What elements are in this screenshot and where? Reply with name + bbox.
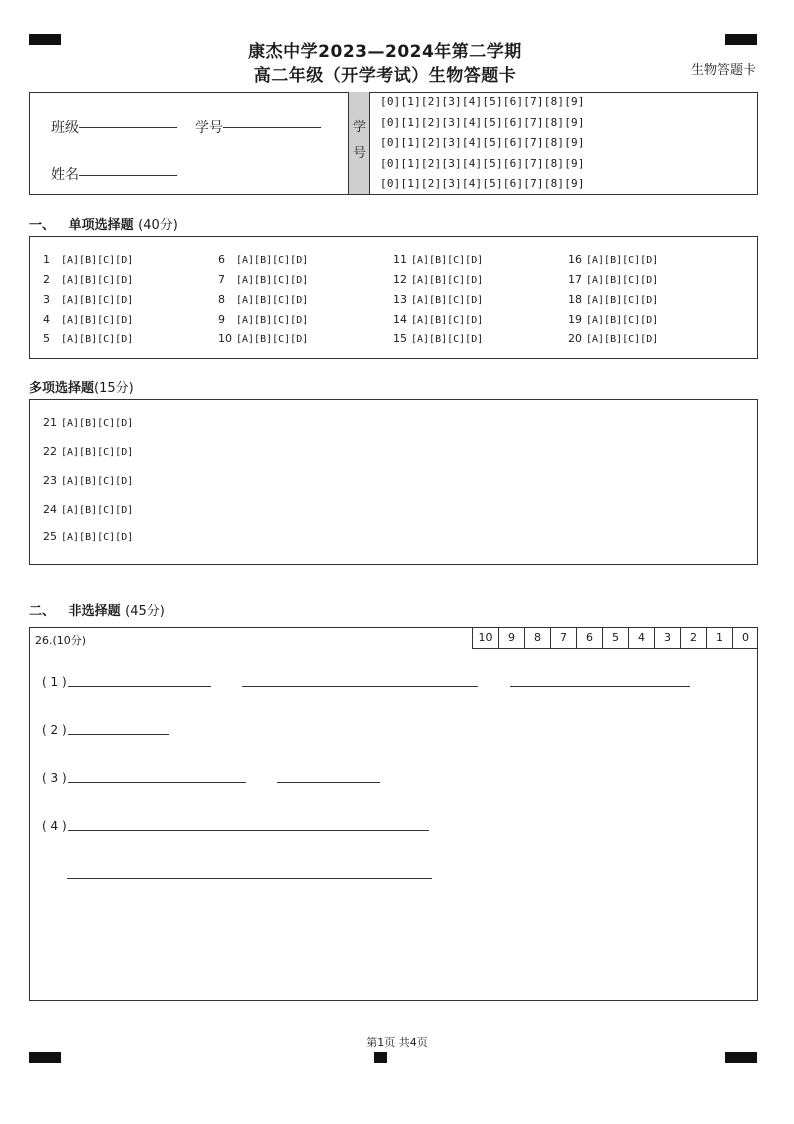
question-number: 9	[218, 313, 225, 326]
question-number: 7	[218, 273, 225, 286]
score-box[interactable]: 5	[602, 628, 628, 649]
id-digit-row[interactable]: [0][1][2][3][4][5][6][7][8][9]	[380, 157, 585, 170]
section3-title: 非选择题	[68, 604, 121, 619]
question-row[interactable]	[43, 332, 133, 345]
answer-options[interactable]: [A][B][C][D]	[61, 295, 134, 306]
section-non-choice-heading	[29, 600, 165, 619]
answer-options[interactable]: [A][B][C][D]	[61, 532, 134, 543]
question-number: 6	[218, 253, 225, 266]
score-box[interactable]: 4	[628, 628, 654, 649]
question-number: 11	[393, 253, 407, 266]
question-number: 13	[393, 293, 407, 306]
section2-title: 多项选择题	[29, 381, 95, 396]
part-3-label: ( 3 )	[42, 771, 67, 785]
section1-score: (40分)	[138, 218, 178, 233]
section-single-choice-heading	[29, 214, 178, 233]
score-box[interactable]: 6	[576, 628, 602, 649]
answer-options[interactable]: [A][B][C][D]	[61, 447, 134, 458]
question-row[interactable]	[43, 253, 133, 266]
answer-options[interactable]: [A][B][C][D]	[586, 275, 659, 286]
page-number: 第1页 共4页	[366, 1036, 428, 1049]
question-row[interactable]	[393, 253, 483, 266]
answer-options[interactable]: [A][B][C][D]	[61, 418, 134, 429]
question-row[interactable]	[43, 313, 133, 326]
question-row[interactable]	[218, 273, 308, 286]
question-row[interactable]	[43, 273, 133, 286]
question-number: 24	[43, 503, 57, 516]
registration-mark-bottom-center	[374, 1052, 387, 1063]
page-title-line2: 高二年级（开学考试）生物答题卡	[253, 66, 517, 86]
part-4-answer-line-a[interactable]	[68, 830, 429, 831]
answer-options[interactable]: [A][B][C][D]	[236, 315, 309, 326]
part-1-answer-line-c[interactable]	[510, 686, 690, 687]
question-number: 20	[568, 332, 582, 345]
answer-options[interactable]: [A][B][C][D]	[61, 476, 134, 487]
score-box[interactable]: 8	[524, 628, 550, 649]
answer-options[interactable]: [A][B][C][D]	[61, 505, 134, 516]
question-number: 19	[568, 313, 582, 326]
student-id-char-2: 号	[353, 146, 367, 161]
answer-options[interactable]: [A][B][C][D]	[236, 275, 309, 286]
question-row[interactable]	[43, 416, 133, 429]
answer-options[interactable]: [A][B][C][D]	[411, 275, 484, 286]
answer-options[interactable]: [A][B][C][D]	[411, 334, 484, 345]
class-label: 班级	[51, 120, 79, 136]
question-number: 23	[43, 474, 57, 487]
question-number: 3	[43, 293, 50, 306]
question-row[interactable]	[393, 332, 483, 345]
section2-score: (15分)	[94, 381, 134, 396]
question-row[interactable]	[393, 313, 483, 326]
question-number: 14	[393, 313, 407, 326]
question-row[interactable]	[218, 332, 308, 345]
id-digit-row[interactable]: [0][1][2][3][4][5][6][7][8][9]	[380, 95, 585, 108]
page-title-line1: 康杰中学2023—2024年第二学期	[248, 42, 522, 62]
question-row[interactable]	[568, 273, 658, 286]
question-row[interactable]	[568, 293, 658, 306]
section3-prefix: 二、	[29, 604, 56, 619]
q26-answer-box	[29, 627, 758, 1001]
question-row[interactable]	[43, 503, 133, 516]
student-no-label: 学号	[195, 120, 223, 136]
part-4-answer-line-b[interactable]	[67, 878, 432, 879]
question-row[interactable]	[43, 530, 133, 543]
question-row[interactable]	[568, 313, 658, 326]
answer-options[interactable]: [A][B][C][D]	[236, 255, 309, 266]
question-row[interactable]	[218, 293, 308, 306]
registration-mark-bottom-right	[725, 1052, 757, 1063]
section1-title: 单项选择题	[68, 218, 134, 233]
question-number: 1	[43, 253, 50, 266]
question-number: 4	[43, 313, 50, 326]
question-row[interactable]	[43, 474, 133, 487]
part-1-answer-line-a[interactable]	[68, 686, 211, 687]
question-row[interactable]	[43, 293, 133, 306]
student-id-column	[348, 92, 370, 194]
question-number: 25	[43, 530, 57, 543]
section-multi-choice-heading	[29, 377, 134, 396]
answer-options[interactable]: [A][B][C][D]	[61, 275, 134, 286]
answer-options[interactable]: [A][B][C][D]	[586, 255, 659, 266]
part-2-label: ( 2 )	[42, 723, 67, 737]
part-1-label: ( 1 )	[42, 675, 67, 689]
name-field[interactable]	[79, 175, 177, 176]
class-field[interactable]	[79, 127, 177, 128]
score-box[interactable]: 0	[732, 628, 758, 649]
question-number: 17	[568, 273, 582, 286]
part-3-answer-line-b[interactable]	[277, 782, 380, 783]
question-number: 10	[218, 332, 232, 345]
question-number: 12	[393, 273, 407, 286]
name-label: 姓名	[51, 167, 79, 183]
answer-options[interactable]: [A][B][C][D]	[586, 334, 659, 345]
answer-options[interactable]: [A][B][C][D]	[61, 255, 134, 266]
part-4-label: ( 4 )	[42, 819, 67, 833]
question-row[interactable]	[218, 313, 308, 326]
question-row[interactable]	[393, 273, 483, 286]
question-row[interactable]	[218, 253, 308, 266]
answer-options[interactable]: [A][B][C][D]	[411, 295, 484, 306]
answer-options[interactable]: [A][B][C][D]	[61, 334, 134, 345]
question-number: 15	[393, 332, 407, 345]
question-row[interactable]	[568, 253, 658, 266]
answer-options[interactable]: [A][B][C][D]	[411, 255, 484, 266]
answer-options[interactable]: [A][B][C][D]	[236, 334, 309, 345]
question-number: 18	[568, 293, 582, 306]
part-1-answer-line-b[interactable]	[242, 686, 478, 687]
question-number: 22	[43, 445, 57, 458]
question-row[interactable]	[43, 445, 133, 458]
question-number: 5	[43, 332, 50, 345]
q26-label: 26.(10分)	[35, 634, 87, 647]
score-box[interactable]: 2	[680, 628, 706, 649]
question-number: 16	[568, 253, 582, 266]
subject-tag: 生物答题卡	[690, 63, 756, 78]
score-box[interactable]: 3	[654, 628, 680, 649]
id-digit-row[interactable]: [0][1][2][3][4][5][6][7][8][9]	[380, 136, 585, 149]
answer-options[interactable]: [A][B][C][D]	[586, 295, 659, 306]
id-digit-row[interactable]: [0][1][2][3][4][5][6][7][8][9]	[380, 177, 585, 190]
registration-mark-top-right	[725, 34, 757, 45]
multi-choice-box	[29, 399, 758, 565]
answer-options[interactable]: [A][B][C][D]	[236, 295, 309, 306]
score-box[interactable]: 1	[706, 628, 732, 649]
score-box[interactable]: 10	[472, 628, 498, 649]
question-number: 2	[43, 273, 50, 286]
registration-mark-top-left	[29, 34, 61, 45]
question-row[interactable]	[568, 332, 658, 345]
id-digit-row[interactable]: [0][1][2][3][4][5][6][7][8][9]	[380, 116, 585, 129]
section1-prefix: 一、	[29, 218, 56, 233]
score-box[interactable]: 9	[498, 628, 524, 649]
student-id-char-1: 学	[353, 120, 367, 135]
answer-options[interactable]: [A][B][C][D]	[411, 315, 484, 326]
registration-mark-bottom-left	[29, 1052, 61, 1063]
question-number: 21	[43, 416, 57, 429]
part-3-answer-line-a[interactable]	[68, 782, 246, 783]
part-2-answer-line[interactable]	[68, 734, 169, 735]
section3-score: (45分)	[125, 604, 165, 619]
student-no-field[interactable]	[223, 127, 321, 128]
answer-options[interactable]: [A][B][C][D]	[586, 315, 659, 326]
question-row[interactable]	[393, 293, 483, 306]
score-box[interactable]: 7	[550, 628, 576, 649]
question-number: 8	[218, 293, 225, 306]
answer-options[interactable]: [A][B][C][D]	[61, 315, 134, 326]
